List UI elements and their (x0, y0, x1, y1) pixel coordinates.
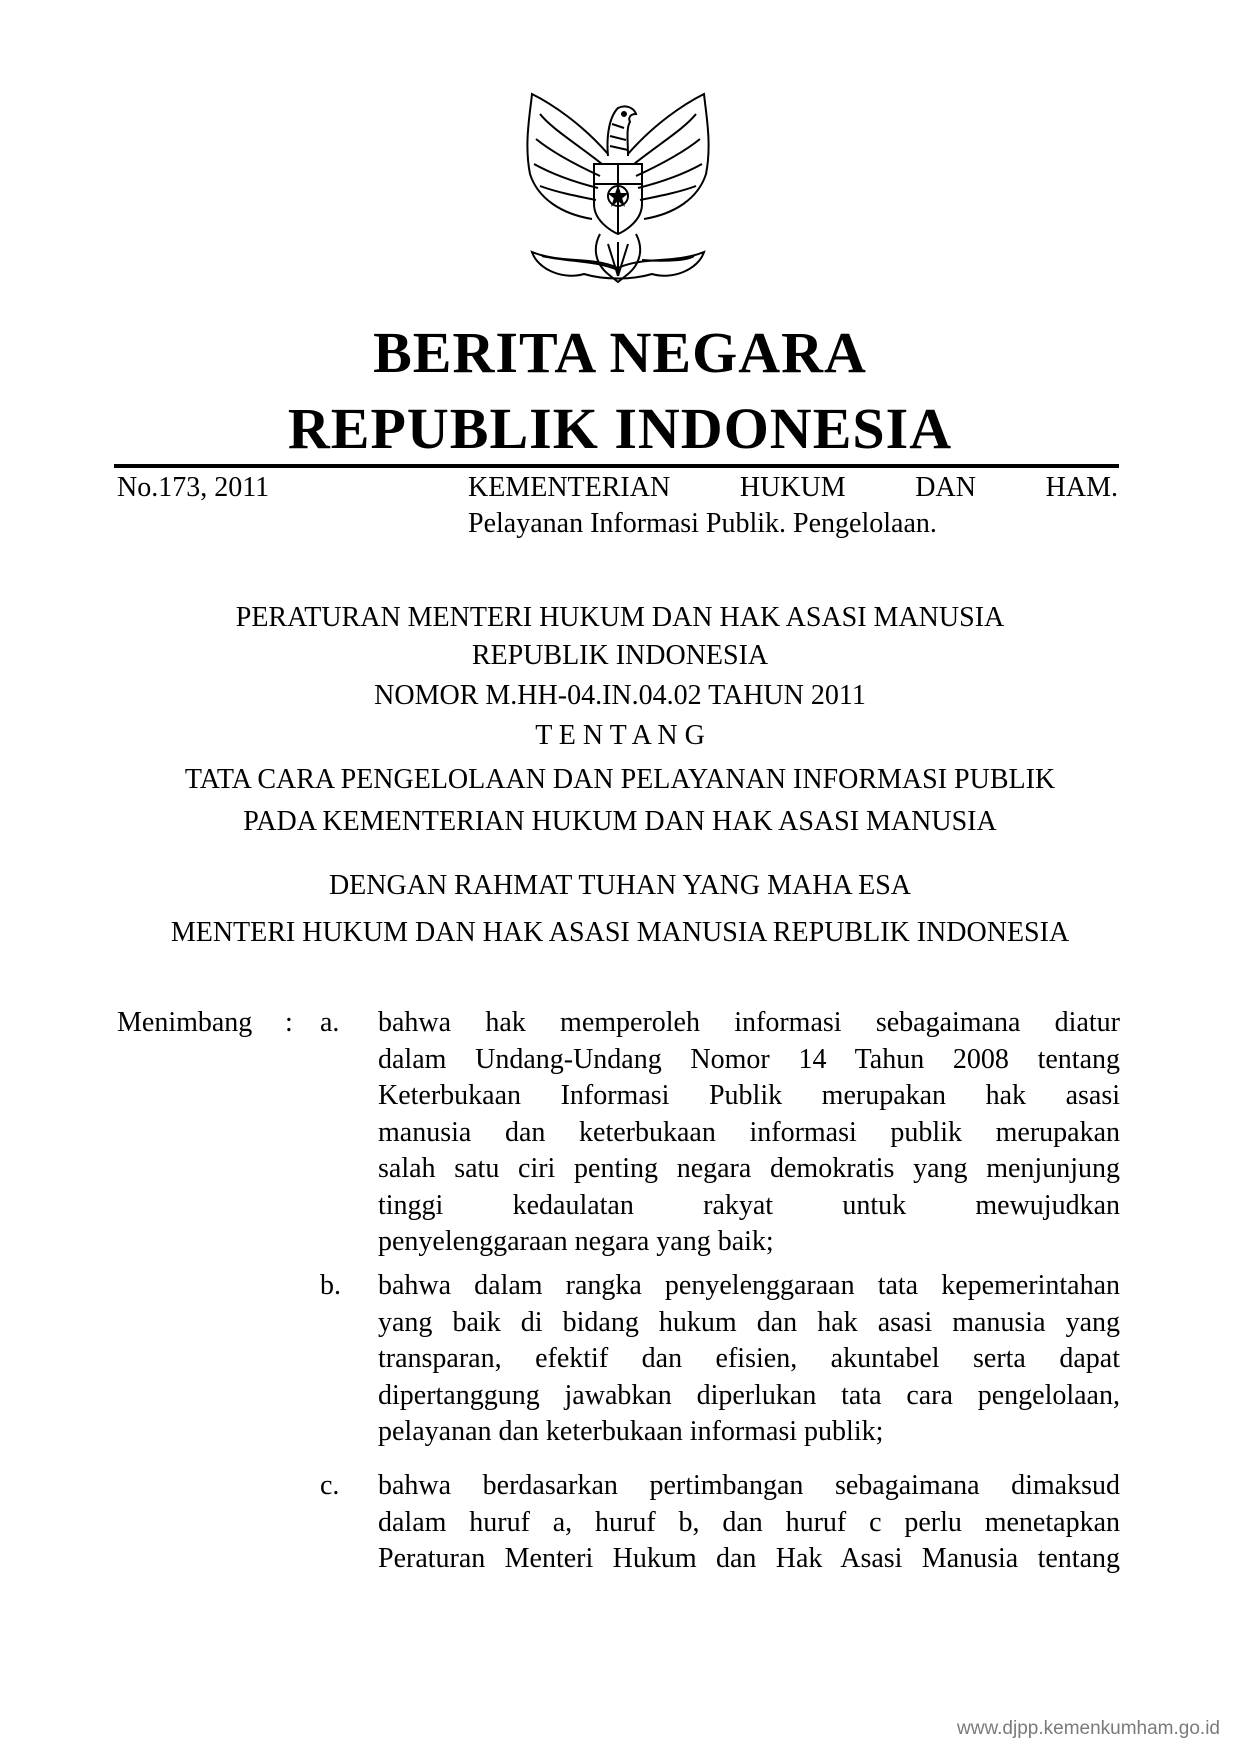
text-line: yang baik di bidang hukum dan hak asasi manusia yang (378, 1306, 1120, 1338)
item-letter: b. (320, 1270, 341, 1301)
tentang-heading: T E N T A N G (535, 720, 705, 751)
item-letter: c. (320, 1470, 340, 1501)
subject-word: DAN (915, 472, 976, 503)
issue-subject (468, 470, 1118, 542)
menimbang-label: Menimbang (117, 1007, 253, 1038)
text-line: dalam Undang-Undang Nomor 14 Tahun 2008 tentang (378, 1043, 1120, 1075)
text-line: Keterbukaan Informasi Publik merupakan hak asasi (378, 1080, 1120, 1111)
issue-number: No.173, 2011 (117, 472, 270, 503)
text-line: bahwa berdasarkan pertimbangan sebagaimana dimaksud (378, 1470, 1120, 1501)
menimbang-item-c (378, 1468, 1120, 1578)
menimbang-item-b (378, 1268, 1120, 1451)
regulation-subject-line: TATA CARA PENGELOLAAN DAN PELAYANAN INFORMASI PUBLIK (184, 764, 1056, 795)
menimbang-item-a (378, 1005, 1120, 1261)
text-line: penyelenggaraan negara yang baik; (378, 1226, 774, 1257)
menimbang-colon: : (285, 1007, 293, 1038)
masthead-subtitle: REPUBLIK INDONESIA (287, 396, 953, 461)
subject-line-2: Pelayanan Informasi Publik. Pengelolaan. (468, 508, 937, 539)
garuda-emblem-icon (512, 84, 724, 296)
text-line: pelayanan dan keterbukaan informasi publik; (378, 1416, 884, 1447)
subject-word: HUKUM (739, 472, 846, 503)
text-line: bahwa dalam rangka penyelenggaraan tata kepemerintahan (378, 1270, 1120, 1301)
regulation-subject-line: PADA KEMENTERIAN HUKUM DAN HAK ASASI MANUSIA (243, 806, 997, 837)
regulation-title-line: REPUBLIK INDONESIA (471, 640, 769, 671)
subject-word: HAM. (1045, 472, 1118, 503)
masthead-title: BERITA NEGARA (373, 320, 867, 385)
text-line: Peraturan Menteri Hukum dan Hak Asasi Manusia tentang (378, 1543, 1120, 1574)
text-line: dipertanggung jawabkan diperlukan tata cara pengelolaan, (378, 1379, 1120, 1411)
preamble-line: DENGAN RAHMAT TUHAN YANG MAHA ESA (328, 870, 912, 901)
text-line: manusia dan keterbukaan informasi publik merupakan (378, 1116, 1120, 1148)
text-line: tinggi kedaulatan rakyat untuk mewujudkan (378, 1189, 1120, 1221)
item-letter: a. (320, 1007, 340, 1038)
regulation-title-line: PERATURAN MENTERI HUKUM DAN HAK ASASI MANUSIA (235, 602, 1005, 633)
preamble-line: MENTERI HUKUM DAN HAK ASASI MANUSIA REPUBLIK INDONESIA (170, 917, 1070, 948)
footer-url: www.djpp.kemenkumham.go.id (957, 1718, 1220, 1739)
subject-word: KEMENTERIAN (468, 472, 671, 503)
regulation-number: NOMOR M.HH-04.IN.04.02 TAHUN 2011 (374, 680, 866, 711)
text-line: salah satu ciri penting negara demokratis yang menjunjung (378, 1153, 1120, 1184)
text-line: bahwa hak memperoleh informasi sebagaimana diatur (378, 1007, 1120, 1038)
masthead-rule (114, 464, 1119, 468)
text-line: dalam huruf a, huruf b, dan huruf c perlu menetapkan (378, 1506, 1120, 1538)
text-line: transparan, efektif dan efisien, akuntabel serta dapat (378, 1343, 1120, 1374)
